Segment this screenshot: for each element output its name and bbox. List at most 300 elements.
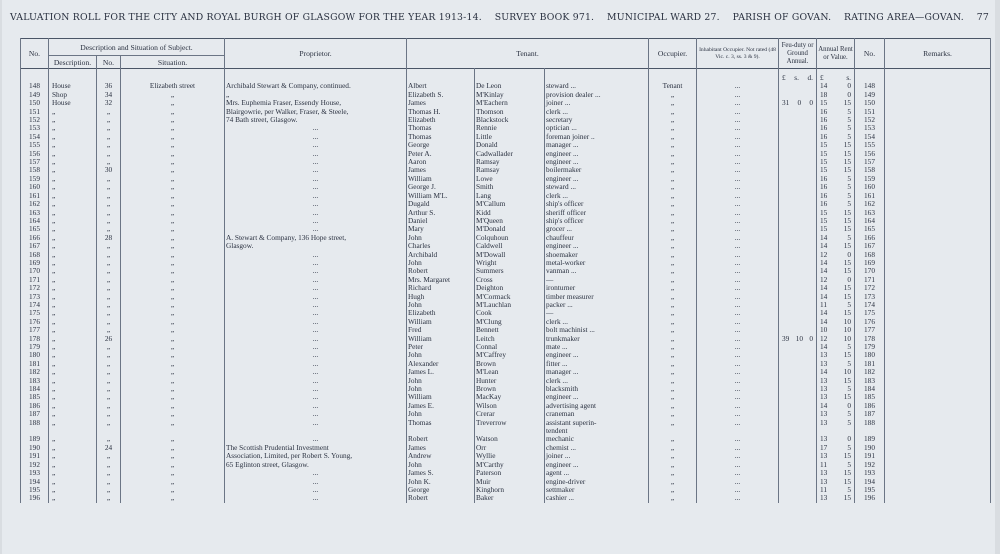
feu-duty-cell [779, 99, 817, 107]
description-cell: „ [49, 419, 97, 427]
occupation-cell: packer ... [545, 301, 649, 309]
tenant-forename-cell: Robert [407, 267, 475, 275]
table-row [21, 335, 991, 343]
occupation-cell: craneman [545, 410, 649, 418]
occupation-cell: ship's officer [545, 217, 649, 225]
feu-shillings: 10 [795, 334, 803, 343]
row-number-right: 187 [855, 410, 885, 418]
tenant-surname-cell: Thomson [475, 108, 545, 116]
remarks-cell [885, 444, 991, 452]
occupier-cell: „ [649, 385, 697, 393]
tenant-surname-cell: Cross [475, 276, 545, 284]
table-body [21, 69, 991, 503]
occupier-cell: „ [649, 124, 697, 132]
col-tenant: Tenant. [407, 39, 649, 69]
rent-shillings: 5 [847, 385, 852, 394]
table-row [21, 234, 991, 242]
rent-pounds: 12 [820, 250, 828, 259]
tenant-forename-cell: Richard [407, 284, 475, 292]
remarks-cell [885, 377, 991, 385]
feu-duty-cell [779, 108, 817, 116]
occupation-cell: — [545, 276, 649, 284]
description-cell: „ [49, 183, 97, 191]
occupier-cell: „ [649, 343, 697, 351]
row-number-right: 192 [855, 461, 885, 469]
occupier-cell: „ [649, 486, 697, 494]
row-number: 186 [21, 402, 49, 410]
tenant-surname-cell: Treverrow [475, 419, 545, 427]
tenant-surname-cell: Caldwell [475, 242, 545, 250]
rent-pounds: 12 [820, 275, 828, 284]
annual-rent-cell [817, 116, 855, 124]
street-number-cell: „ [97, 183, 121, 191]
tenant-surname-cell: Kinghorn [475, 486, 545, 494]
proprietor-cell: ... [225, 217, 407, 225]
proprietor-cell: ... [225, 318, 407, 326]
situation-cell: „ [121, 276, 225, 284]
occupation-cell: mechanic [545, 435, 649, 443]
street-number-cell: „ [97, 326, 121, 334]
row-number-right: 169 [855, 259, 885, 267]
description-cell: „ [49, 318, 97, 326]
inhabitant-cell: ... [697, 217, 779, 225]
proprietor-cell: ... [225, 158, 407, 166]
rent-pounds: 13 [820, 418, 828, 427]
occupier-cell: „ [649, 225, 697, 233]
valuation-table [20, 38, 991, 503]
rent-pounds: 15 [820, 166, 828, 175]
row-number-right: 184 [855, 385, 885, 393]
occupation-cell: manager ... [545, 141, 649, 149]
street-number-cell: „ [97, 393, 121, 401]
tenant-forename-cell: John [407, 410, 475, 418]
situation-cell: Elizabeth street [121, 82, 225, 90]
municipal-ward: MUNICIPAL WARD 27. [607, 12, 720, 23]
unit-shillings: s. [846, 73, 852, 82]
feu-duty-cell [779, 225, 817, 233]
remarks-cell [885, 133, 991, 141]
row-number-right: 170 [855, 267, 885, 275]
row-number-right: 167 [855, 242, 885, 250]
occupier-cell: „ [649, 166, 697, 174]
tenant-surname-cell: Brown [475, 360, 545, 368]
description-cell: Shop [49, 91, 97, 99]
rent-pounds: 15 [820, 99, 828, 108]
feu-duty-cell [779, 326, 817, 334]
remarks-cell [885, 225, 991, 233]
feu-duty-cell [779, 251, 817, 259]
feu-duty-cell [779, 284, 817, 292]
feu-pounds: 31 [782, 99, 790, 108]
occupier-cell: „ [649, 242, 697, 250]
street-number-cell: „ [97, 158, 121, 166]
tenant-forename-cell: John [407, 385, 475, 393]
tenant-forename-cell: Elizabeth [407, 309, 475, 317]
remarks-cell [885, 461, 991, 469]
occupier-cell: „ [649, 469, 697, 477]
inhabitant-cell: ... [697, 360, 779, 368]
rent-shillings: 10 [843, 368, 852, 377]
tenant-forename-cell: James [407, 99, 475, 107]
row-number-right: 159 [855, 175, 885, 183]
remarks-cell [885, 116, 991, 124]
tenant-surname-cell: De Leon [475, 82, 545, 90]
proprietor-cell: ... [225, 478, 407, 486]
table-row [21, 133, 991, 141]
col-no: No. [21, 39, 49, 69]
table-row [21, 427, 991, 435]
street-number-cell: „ [97, 318, 121, 326]
rent-pounds: 11 [820, 485, 828, 494]
proprietor-cell: The Scottish Prudential Investment [225, 444, 407, 452]
table-row [21, 200, 991, 208]
tenant-forename-cell: Peter [407, 343, 475, 351]
row-number: 172 [21, 284, 49, 292]
description-cell: „ [49, 486, 97, 494]
rent-shillings: 15 [843, 267, 852, 276]
situation-cell: „ [121, 251, 225, 259]
situation-cell: „ [121, 461, 225, 469]
table-row [21, 251, 991, 259]
rent-shillings: 0 [847, 275, 852, 284]
annual-rent-cell [817, 444, 855, 452]
col-description: Description. [49, 56, 97, 69]
tenant-surname-cell: Hunter [475, 377, 545, 385]
remarks-cell [885, 335, 991, 343]
rent-shillings: 0 [847, 435, 852, 444]
occupation-cell: clerk ... [545, 192, 649, 200]
occupier-cell: „ [649, 158, 697, 166]
description-cell: „ [49, 225, 97, 233]
tenant-surname-cell: Lang [475, 192, 545, 200]
row-number-right: 153 [855, 124, 885, 132]
situation-cell: „ [121, 293, 225, 301]
tenant-forename-cell: Robert [407, 435, 475, 443]
tenant-forename-cell: Mrs. Margaret [407, 276, 475, 284]
table-row [21, 368, 991, 376]
occupier-cell: „ [649, 276, 697, 284]
rent-pounds: 13 [820, 351, 828, 360]
remarks-cell [885, 326, 991, 334]
tenant-surname-cell: M'Caffrey [475, 351, 545, 359]
tenant-forename-cell: James E. [407, 402, 475, 410]
annual-rent-cell [817, 452, 855, 460]
situation-cell: „ [121, 410, 225, 418]
tenant-forename-cell: William [407, 393, 475, 401]
annual-rent-cell [817, 368, 855, 376]
table-row [21, 267, 991, 275]
row-number: 160 [21, 183, 49, 191]
occupation-cell: engineer ... [545, 158, 649, 166]
rent-shillings: 15 [843, 393, 852, 402]
inhabitant-cell: ... [697, 435, 779, 443]
table-row [21, 150, 991, 158]
description-cell: „ [49, 326, 97, 334]
inhabitant-cell: ... [697, 267, 779, 275]
description-cell: „ [49, 335, 97, 343]
proprietor-cell: Archibald Stewart & Company, continued. [225, 82, 407, 90]
proprietor-cell: ... [225, 124, 407, 132]
proprietor-cell: ... [225, 360, 407, 368]
situation-cell: „ [121, 217, 225, 225]
proprietor-cell: ... [225, 209, 407, 217]
rent-pounds: 13 [820, 435, 828, 444]
inhabitant-cell: ... [697, 478, 779, 486]
occupation-cell: clerk ... [545, 318, 649, 326]
rent-pounds: 11 [820, 300, 828, 309]
remarks-cell [885, 99, 991, 107]
feu-duty-cell [779, 242, 817, 250]
row-number: 161 [21, 192, 49, 200]
rent-shillings: 15 [843, 158, 852, 167]
col-feu-duty [779, 39, 817, 69]
rent-pounds: 13 [820, 359, 828, 368]
table-row [21, 326, 991, 334]
annual-rent-cell [817, 133, 855, 141]
row-number: 156 [21, 150, 49, 158]
annual-rent-cell [817, 419, 855, 427]
situation-cell: „ [121, 419, 225, 427]
feu-duty-cell [779, 175, 817, 183]
tenant-surname-cell: Orr [475, 444, 545, 452]
row-number: 191 [21, 452, 49, 460]
annual-rent-cell [817, 284, 855, 292]
row-number-right: 162 [855, 200, 885, 208]
situation-cell: „ [121, 116, 225, 124]
inhabitant-cell: ... [697, 259, 779, 267]
tenant-surname-cell: Rennie [475, 124, 545, 132]
feu-duty-cell [779, 368, 817, 376]
annual-rent-cell [817, 377, 855, 385]
situation-cell: „ [121, 133, 225, 141]
col-inhabitant-occupier: Inhabitant Occupier. Not rated (48 Vic. c. 3, ss. 3 & 9). [697, 39, 779, 69]
description-cell: „ [49, 276, 97, 284]
table-row [21, 225, 991, 233]
rent-shillings: 5 [847, 343, 852, 351]
feu-duty-cell [779, 192, 817, 200]
rent-pounds: 16 [820, 124, 828, 133]
rent-shillings: 0 [847, 82, 852, 91]
tenant-forename-cell: William [407, 335, 475, 343]
proprietor-cell: ... [225, 284, 407, 292]
remarks-cell [885, 251, 991, 259]
row-number-right: 158 [855, 166, 885, 174]
inhabitant-cell: ... [697, 343, 779, 351]
situation-cell: „ [121, 309, 225, 317]
row-number: 179 [21, 343, 49, 351]
annual-rent-cell [817, 402, 855, 410]
rent-shillings: 15 [843, 258, 852, 267]
proprietor-cell: ... [225, 166, 407, 174]
row-number [21, 427, 49, 435]
row-number: 196 [21, 494, 49, 502]
row-number-right: 183 [855, 377, 885, 385]
tenant-forename-cell: James S. [407, 469, 475, 477]
occupier-cell: „ [649, 293, 697, 301]
inhabitant-cell: ... [697, 91, 779, 99]
annual-rent-cell [817, 351, 855, 359]
inhabitant-cell: ... [697, 293, 779, 301]
row-number-right: 182 [855, 368, 885, 376]
row-number-right: 179 [855, 343, 885, 351]
row-number-right: 161 [855, 192, 885, 200]
occupation-cell: shoemaker [545, 251, 649, 259]
remarks-cell [885, 385, 991, 393]
feu-duty-cell [779, 494, 817, 502]
remarks-cell [885, 427, 991, 435]
street-number-cell: 32 [97, 99, 121, 107]
tenant-surname-cell: Colquhoun [475, 234, 545, 242]
occupier-cell: „ [649, 351, 697, 359]
description-cell: „ [49, 166, 97, 174]
remarks-cell [885, 419, 991, 427]
street-number-cell: „ [97, 200, 121, 208]
annual-rent-cell [817, 217, 855, 225]
table-row [21, 124, 991, 132]
rent-pounds: 14 [820, 233, 828, 242]
occupation-cell: blacksmith [545, 385, 649, 393]
tenant-forename-cell: William [407, 318, 475, 326]
rent-pounds: 13 [820, 410, 828, 419]
situation-cell: „ [121, 99, 225, 107]
inhabitant-cell: ... [697, 444, 779, 452]
occupier-cell: „ [649, 200, 697, 208]
remarks-cell [885, 267, 991, 275]
feu-duty-cell [779, 486, 817, 494]
row-number: 158 [21, 166, 49, 174]
tenant-surname-cell: Blackstock [475, 116, 545, 124]
table-row [21, 318, 991, 326]
occupier-cell: „ [649, 368, 697, 376]
inhabitant-cell: ... [697, 309, 779, 317]
description-cell: „ [49, 444, 97, 452]
remarks-cell [885, 452, 991, 460]
tenant-forename-cell: William [407, 175, 475, 183]
tenant-surname-cell: Wright [475, 259, 545, 267]
situation-cell: „ [121, 494, 225, 502]
situation-cell: „ [121, 385, 225, 393]
rent-shillings: 5 [847, 174, 852, 183]
tenant-surname-cell [475, 427, 545, 435]
description-cell: „ [49, 343, 97, 351]
description-cell: „ [49, 242, 97, 250]
rent-shillings: 15 [843, 242, 852, 251]
proprietor-cell: ... [225, 309, 407, 317]
rent-shillings: 5 [847, 359, 852, 368]
street-number-cell: „ [97, 209, 121, 217]
remarks-cell [885, 360, 991, 368]
units-row [21, 69, 991, 83]
tenant-forename-cell: John K. [407, 478, 475, 486]
row-number-right: 172 [855, 284, 885, 292]
occupier-cell [649, 427, 697, 435]
rent-pounds: 15 [820, 208, 828, 217]
rent-shillings: 10 [843, 334, 852, 343]
proprietor-cell: ... [225, 301, 407, 309]
row-number-right: 154 [855, 133, 885, 141]
inhabitant-cell: ... [697, 368, 779, 376]
proprietor-cell [225, 427, 407, 435]
occupier-cell: „ [649, 150, 697, 158]
row-number: 153 [21, 124, 49, 132]
situation-cell: „ [121, 435, 225, 443]
street-number-cell: „ [97, 141, 121, 149]
remarks-cell [885, 478, 991, 486]
street-number-cell: „ [97, 259, 121, 267]
occupier-cell: „ [649, 478, 697, 486]
street-number-cell: „ [97, 309, 121, 317]
street-number-cell: „ [97, 343, 121, 351]
annual-rent-cell [817, 166, 855, 174]
occupier-cell: „ [649, 402, 697, 410]
annual-rent-cell [817, 158, 855, 166]
situation-cell: „ [121, 444, 225, 452]
col-street-no: No. [97, 56, 121, 69]
feu-duty-cell [779, 427, 817, 435]
table-row [21, 452, 991, 460]
annual-rent-cell [817, 427, 855, 435]
situation-cell: „ [121, 326, 225, 334]
rent-shillings: 5 [847, 233, 852, 242]
street-number-cell: 24 [97, 444, 121, 452]
description-cell: „ [49, 368, 97, 376]
inhabitant-cell: ... [697, 351, 779, 359]
remarks-cell [885, 351, 991, 359]
tenant-surname-cell: Deighton [475, 284, 545, 292]
occupier-cell: „ [649, 99, 697, 107]
occupier-cell: „ [649, 435, 697, 443]
feu-duty-cell [779, 82, 817, 90]
annual-rent-cell [817, 225, 855, 233]
annual-rent-cell [817, 494, 855, 502]
situation-cell: „ [121, 343, 225, 351]
street-number-cell: „ [97, 377, 121, 385]
description-cell: „ [49, 192, 97, 200]
occupation-cell: clerk ... [545, 108, 649, 116]
table-row [21, 461, 991, 469]
row-number: 190 [21, 444, 49, 452]
occupier-cell: „ [649, 444, 697, 452]
row-number: 188 [21, 419, 49, 427]
proprietor-cell: „ [225, 91, 407, 99]
tenant-forename-cell: John [407, 301, 475, 309]
description-cell: „ [49, 377, 97, 385]
tenant-forename-cell: Daniel [407, 217, 475, 225]
situation-cell: „ [121, 284, 225, 292]
occupation-cell: bolt machinist ... [545, 326, 649, 334]
rent-shillings: 10 [843, 317, 852, 326]
feu-duty-cell [779, 385, 817, 393]
street-number-cell: „ [97, 133, 121, 141]
remarks-cell [885, 309, 991, 317]
proprietor-cell: ... [225, 343, 407, 351]
table-row [21, 301, 991, 309]
table-row [21, 419, 991, 427]
situation-cell: „ [121, 267, 225, 275]
row-number-right: 155 [855, 141, 885, 149]
rent-shillings: 15 [843, 225, 852, 234]
table-row [21, 141, 991, 149]
occupation-cell: grocer ... [545, 225, 649, 233]
rent-pounds: 14 [820, 343, 828, 351]
table-row [21, 351, 991, 359]
remarks-cell [885, 402, 991, 410]
rent-shillings: 15 [843, 477, 852, 486]
proprietor-cell: ... [225, 225, 407, 233]
proprietor-cell: ... [225, 183, 407, 191]
proprietor-cell: ... [225, 351, 407, 359]
situation-cell: „ [121, 242, 225, 250]
